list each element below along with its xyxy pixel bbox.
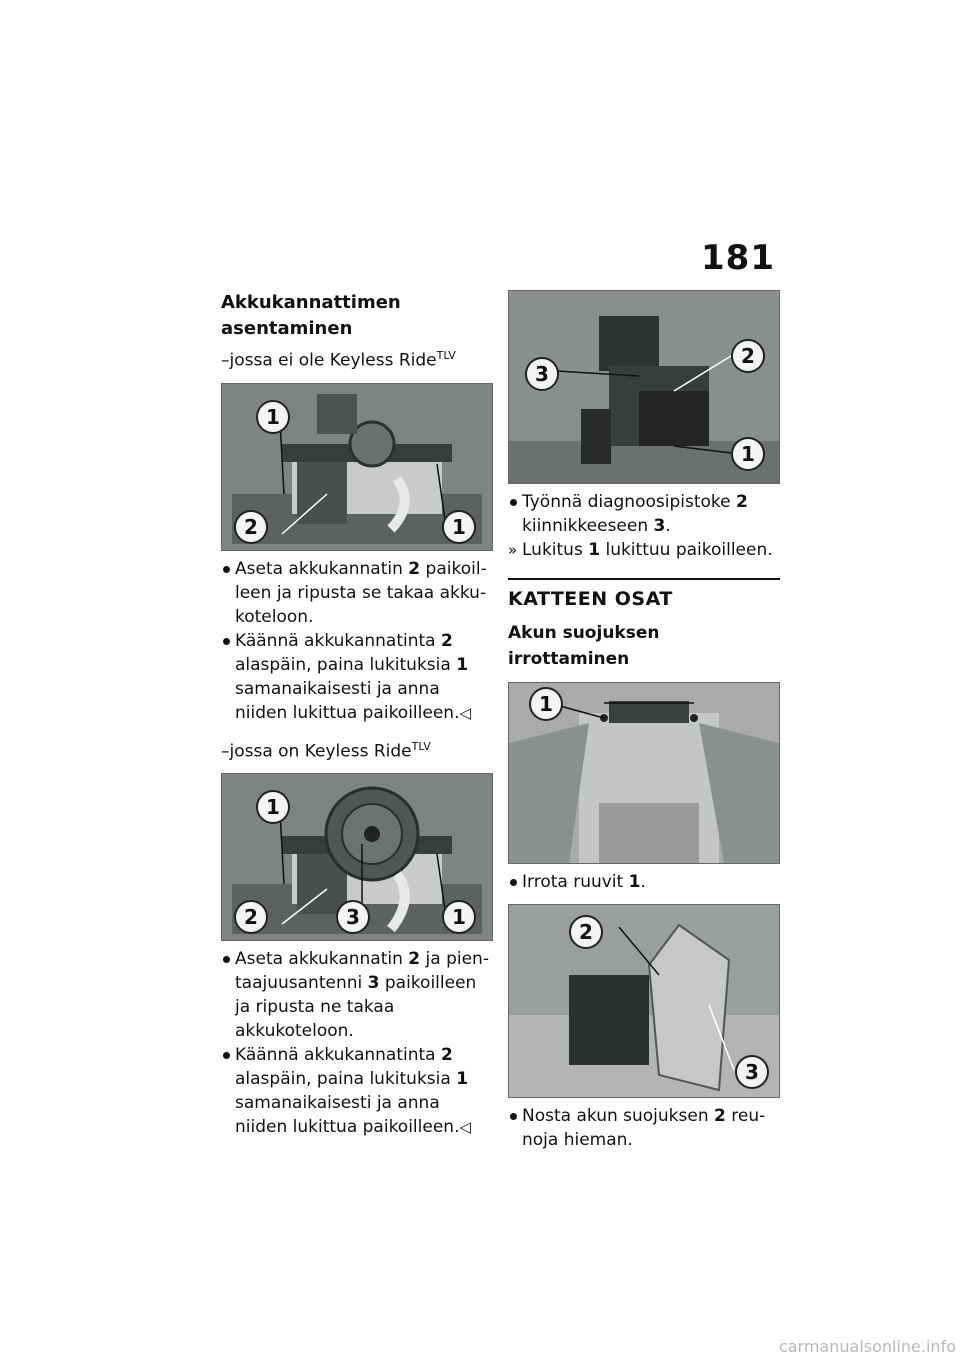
page-number: 181: [701, 238, 775, 278]
watermark: carmanualsonline.info: [778, 1337, 956, 1356]
callout-2: 2: [569, 915, 603, 949]
callout-2: 2: [234, 510, 268, 544]
callout-2: 2: [234, 900, 268, 934]
section-title: KATTEEN OSAT: [508, 588, 673, 610]
steps-screws: [508, 870, 780, 894]
figure-cover-screws: [508, 682, 780, 864]
callout-3: 3: [336, 900, 370, 934]
steps-diagnosis: [508, 490, 780, 562]
right-column: [508, 290, 780, 1162]
callout-3: 3: [735, 1055, 769, 1089]
steps-with-keyless: [221, 947, 493, 1139]
callout-1: 1: [256, 400, 290, 434]
figure-lift-cover: [508, 904, 780, 1098]
variant-sup: TLV: [436, 349, 456, 362]
steps-lift: [508, 1104, 780, 1152]
callout-1: 1: [529, 687, 563, 721]
variant-sup: TLV: [411, 739, 431, 753]
callout-3: 3: [525, 357, 559, 391]
step-item: Käännä akkukannatinta 2 alaspäin, paina lukituksia 1 samanaikaisesti ja anna niiden lukittua paikoilleen.◁: [221, 629, 493, 725]
step-item: Nosta akun suojuksen 2 reunoja hieman.: [508, 1104, 780, 1152]
callout-1: 1: [256, 790, 290, 824]
subsection-title: Akun suojuksen irrottaminen: [508, 623, 660, 669]
variant-text: –jossa ei ole Keyless Ride: [221, 350, 437, 371]
left-column: [221, 290, 493, 1149]
variant-text: –jossa on Keyless Ride: [221, 741, 412, 762]
result-item: » Lukitus 1 lukittuu paikoilleen.: [508, 538, 780, 562]
callout-1: 1: [731, 437, 765, 471]
callout-1b: 1: [442, 900, 476, 934]
variant-without-keyless: [221, 344, 493, 373]
step-item: Käännä akkukannatinta 2 alaspäin, paina lukituksia 1 samanaikaisesti ja anna niiden lukittua paikoilleen.◁: [221, 1043, 493, 1139]
callout-2: 2: [731, 339, 765, 373]
callout-1b: 1: [442, 510, 476, 544]
variant-with-keyless: [221, 735, 493, 764]
section-heading: Akkukannattimen asentaminen: [221, 292, 401, 339]
steps-without-keyless: [221, 557, 493, 725]
section-divider: [508, 578, 780, 580]
figure-battery-holder: [221, 383, 493, 551]
figure-diagnosis-plug: [508, 290, 780, 484]
figure-battery-holder-antenna: [221, 773, 493, 941]
end-mark: ◁: [459, 1118, 472, 1137]
step-item: Aseta akkukannatin 2 ja pientaajuusantenni 3 paikoilleen ja ripusta ne takaa akkukoteloon.: [221, 947, 493, 1043]
step-item: Aseta akkukannatin 2 paikoilleen ja ripusta se takaa akkukoteloon.: [221, 557, 493, 629]
step-item: Työnnä diagnoosipistoke 2 kiinnikkeeseen 3.: [508, 490, 780, 538]
step-item: Irrota ruuvit 1.: [508, 870, 780, 894]
end-mark: ◁: [459, 703, 472, 722]
